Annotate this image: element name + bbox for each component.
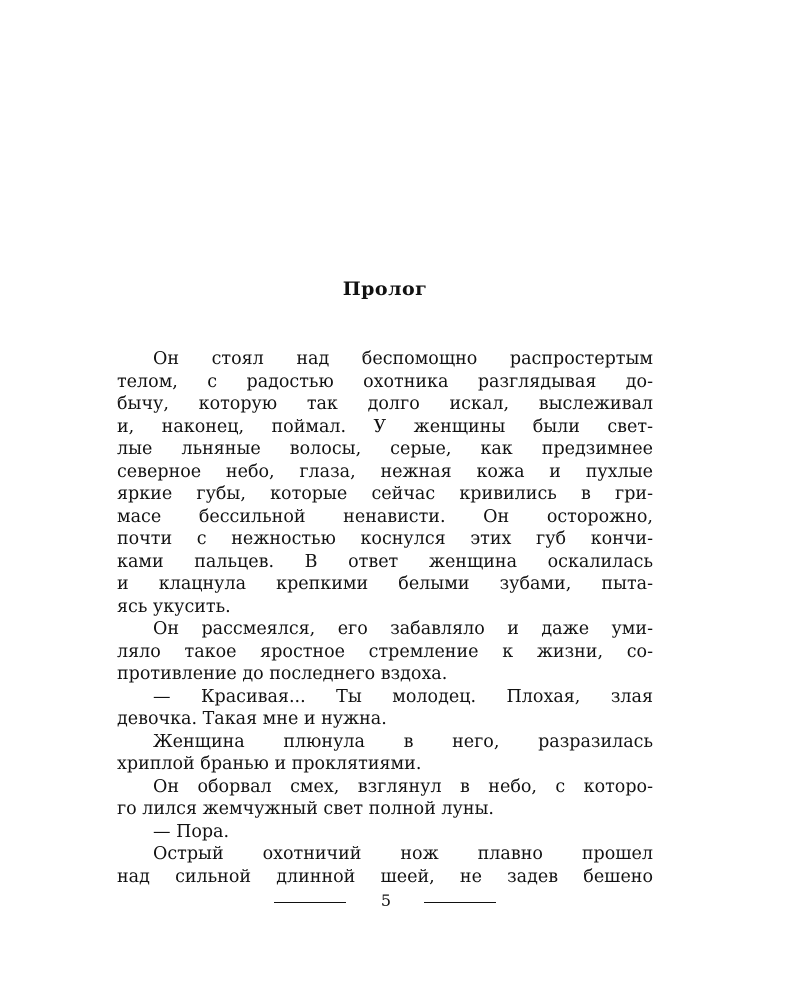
body-text <box>117 348 653 888</box>
text-line: ляло такое яростное стремление к жизни, со- <box>117 641 653 662</box>
text-line: — Пора. <box>153 821 230 842</box>
page-number: 5 <box>380 891 392 910</box>
text-line: Он оборвал смех, взглянул в небо, с которо- <box>153 776 653 797</box>
text-line: масе бессильной ненависти. Он осторожно, <box>117 506 653 527</box>
text-line: северное небо, глаза, нежная кожа и пухлые <box>117 461 653 482</box>
chapter-title: Пролог <box>342 278 428 300</box>
text-line: над сильной длинной шеей, не задев бешено <box>117 866 653 887</box>
text-line: и, наконец, поймал. У женщины были свет- <box>117 416 653 437</box>
text-line: противление до последнего вздоха. <box>117 664 448 684</box>
footer-rule-left <box>274 902 346 903</box>
text-line: хриплой бранью и проклятиями. <box>117 754 422 774</box>
footer-rule-right <box>424 902 496 903</box>
text-line: девочка. Такая мне и нужна. <box>117 709 387 729</box>
text-line: и клацнула крепкими белыми зубами, пыта- <box>117 574 653 594</box>
text-line: Он стоял над беспомощно распростертым <box>153 349 653 369</box>
text-line: лые льняные волосы, серые, как предзимнее <box>117 439 653 459</box>
text-line: телом, с радостью охотника разглядывая до- <box>117 371 653 392</box>
text-line: — Красивая... Ты молодец. Плохая, злая <box>153 686 653 707</box>
text-line: почти с нежностью коснулся этих губ кончи- <box>117 529 653 549</box>
text-line: Женщина плюнула в него, разразилась <box>153 731 653 752</box>
text-line: ками пальцев. В ответ женщина оскалилась <box>117 551 653 572</box>
text-line: го лился жемчужный свет полной луны. <box>117 799 494 819</box>
text-line: яркие губы, которые сейчас кривились в гри- <box>117 484 653 504</box>
text-line: ясь укусить. <box>117 596 231 617</box>
page-footer <box>0 890 770 914</box>
text-line: бычу, которую так долго искал, выслеживал <box>117 394 653 414</box>
text-line: Острый охотничий нож плавно прошел <box>153 844 653 864</box>
text-line: Он рассмеялся, его забавляло и даже уми- <box>153 619 653 639</box>
